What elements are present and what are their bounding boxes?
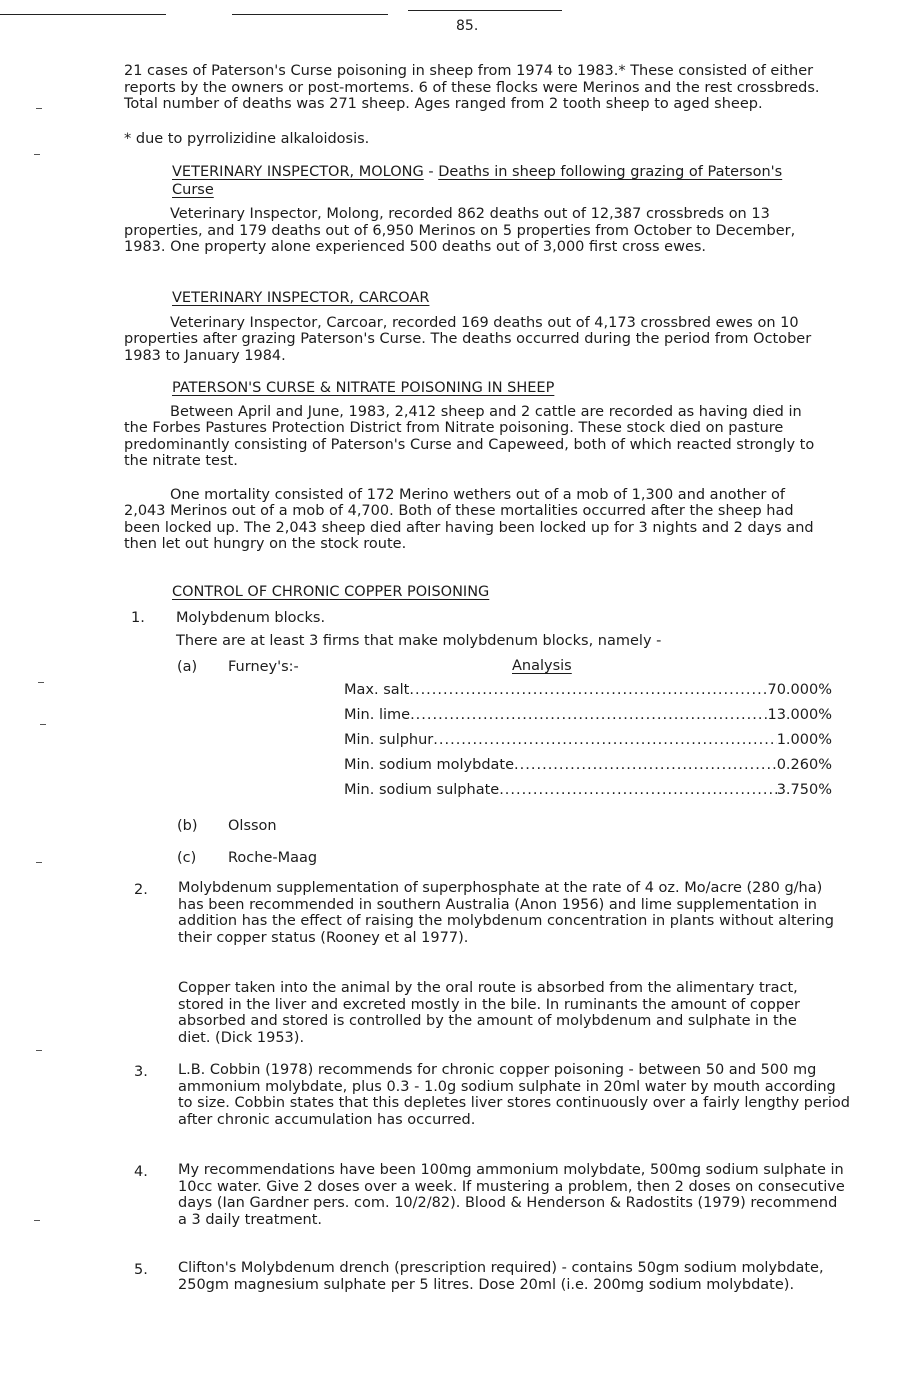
analysis-row xyxy=(344,707,832,724)
item-1a-name: Furney's:- xyxy=(228,659,299,675)
header-rule-mid xyxy=(232,14,388,15)
carcoar-section xyxy=(124,290,824,364)
nitrate-heading: PATERSON'S CURSE & NITRATE POISONING IN SHEEP xyxy=(172,380,555,396)
molong-subheading: Deaths in sheep following grazing of Paterson's Curse xyxy=(172,164,783,198)
item-5-number: 5. xyxy=(134,1262,148,1278)
leader-dots xyxy=(410,707,767,724)
analysis-label: Min. sodium sulphate xyxy=(344,782,500,798)
margin-mark xyxy=(38,682,44,683)
leader-dots xyxy=(499,782,777,799)
item-5-paragraph: Clifton's Molybdenum drench (prescription required) - contains 50gm sodium molybdate, 250gm magnesium sulphate per 5 litres. Dose 20ml (i.e. 200mg sodium molybdate). xyxy=(178,1260,824,1293)
analysis-row xyxy=(344,732,832,749)
item-2-paragraph-2: Copper taken into the animal by the oral route is absorbed from the alimentary tract, stored in the liver and excreted mostly in the bile. In ruminants the amount of copper absorbed and stored is controlled by the amount of molybdenum and sulphate in the diet. (Dick 1953). xyxy=(178,980,800,1046)
carcoar-heading: VETERINARY INSPECTOR, CARCOAR xyxy=(172,290,430,306)
item-2-paragraph: Molybdenum supplementation of superphosphate at the rate of 4 oz. Mo/acre (280 g/ha) has been recommended in southern Australia (Anon 1956) and lime supplementation in addition has the effect of raising the molybdenum concentration in plants without altering their copper status (Rooney et al 1977). xyxy=(178,880,834,946)
analysis-label: Max. salt xyxy=(344,682,410,698)
margin-mark xyxy=(40,724,46,725)
item-2-number: 2. xyxy=(134,882,148,898)
molong-separator: - xyxy=(423,164,439,180)
header-rule-right xyxy=(408,10,562,11)
nitrate-heading-line xyxy=(124,380,824,397)
analysis-label: Min. lime xyxy=(344,707,411,723)
copper-heading-line xyxy=(172,584,489,601)
molong-paragraph: Veterinary Inspector, Molong, recorded 862 deaths out of 12,387 crossbreds on 13 properties, and 179 deaths out of 6,950 Merinos on 5 properties from October to December, 1983. One property alone experienced 500 deaths out of 3,000 first cross ewes. xyxy=(124,206,796,255)
margin-mark xyxy=(36,1050,42,1051)
analysis-value: 0.260% xyxy=(776,757,832,773)
item-1b-label: (b) xyxy=(177,818,198,834)
analysis-label: Min. sulphur xyxy=(344,732,434,748)
analysis-value: 3.750% xyxy=(776,782,832,798)
leader-dots xyxy=(514,757,777,774)
item-1c-name: Roche-Maag xyxy=(228,850,318,866)
item-1a-label: (a) xyxy=(177,659,198,675)
margin-mark xyxy=(34,1220,40,1221)
molong-heading: VETERINARY INSPECTOR, MOLONG xyxy=(172,164,424,180)
intro-footnote: * due to pyrrolizidine alkaloidosis. xyxy=(124,131,370,147)
nitrate-paragraph-1: Between April and June, 1983, 2,412 sheep and 2 cattle are recorded as having died in the Forbes Pastures Protection District from Nitrate poisoning. These stock died on pasture predominantly consisting of Paterson's Curse and Capeweed, both of which reacted strongly to the nitrate test. xyxy=(124,403,815,469)
margin-mark xyxy=(36,108,42,109)
molong-section xyxy=(124,163,824,256)
analysis-title: Analysis xyxy=(512,658,572,674)
carcoar-paragraph: Veterinary Inspector, Carcoar, recorded 169 deaths out of 4,173 crossbred ewes on 10 properties after grazing Paterson's Curse. The deaths occurred during the period from October 1983 to January 1984. xyxy=(124,314,812,364)
analysis-value: 1.000% xyxy=(776,732,832,748)
item-3-number: 3. xyxy=(134,1064,148,1080)
item-4-number: 4. xyxy=(134,1164,148,1180)
intro-paragraph: 21 cases of Paterson's Curse poisoning in sheep from 1974 to 1983.* These consisted of either reports by the owners or post-mortems. 6 of these flocks were Merinos and the rest crossbreds. Total number of deaths was 271 sheep. Ages ranged from 2 tooth sheep to aged sheep. xyxy=(124,63,820,112)
item-1-title: Molybdenum blocks. xyxy=(176,610,326,626)
analysis-value: 13.000% xyxy=(767,707,832,723)
item-1c-label: (c) xyxy=(177,850,197,866)
analysis-label: Min. sodium molybdate xyxy=(344,757,515,773)
leader-dots xyxy=(409,682,767,699)
leader-dots xyxy=(433,732,776,749)
item-4-paragraph: My recommendations have been 100mg ammonium molybdate, 500mg sodium sulphate in 10cc water. Give 2 doses over a week. If mustering a problem, then 2 doses on consecutive days (Ian Gardner pers. com. 10/2/82). Blood & Henderson & Radostits (1979) recommend a 3 daily treatment. xyxy=(178,1162,845,1228)
molong-heading-line xyxy=(124,163,824,199)
analysis-row xyxy=(344,782,832,799)
item-3-paragraph: L.B. Cobbin (1978) recommends for chronic copper poisoning - between 50 and 500 mg ammonium molybdate, plus 0.3 - 1.0g sodium sulphate in 20ml water by mouth according to size. Cobbin states that this depletes liver stores continuously over a fairly lengthy period after chronic accumulation has occurred. xyxy=(178,1062,850,1128)
margin-mark xyxy=(36,862,42,863)
item-1b-name: Olsson xyxy=(228,818,277,834)
copper-heading: CONTROL OF CHRONIC COPPER POISONING xyxy=(172,584,490,600)
margin-mark xyxy=(34,154,40,155)
header-rule-left xyxy=(0,14,166,15)
carcoar-heading-line xyxy=(124,290,824,307)
nitrate-paragraph-2: One mortality consisted of 172 Merino wethers out of a mob of 1,300 and another of 2,043 Merinos out of a mob of 4,700. Both of these mortalities occurred after the sheep had been locked up. The 2,043 sheep died after having been locked up for 3 nights and 2 days and then let out hungry on the stock route. xyxy=(124,486,814,552)
analysis-value: 70.000% xyxy=(767,682,832,698)
item-1-number: 1. xyxy=(131,610,145,626)
analysis-row xyxy=(344,757,832,774)
nitrate-section xyxy=(124,380,824,553)
page-number: 85. xyxy=(456,18,479,34)
analysis-row xyxy=(344,682,832,699)
item-1-intro: There are at least 3 firms that make molybdenum blocks, namely - xyxy=(176,633,662,649)
